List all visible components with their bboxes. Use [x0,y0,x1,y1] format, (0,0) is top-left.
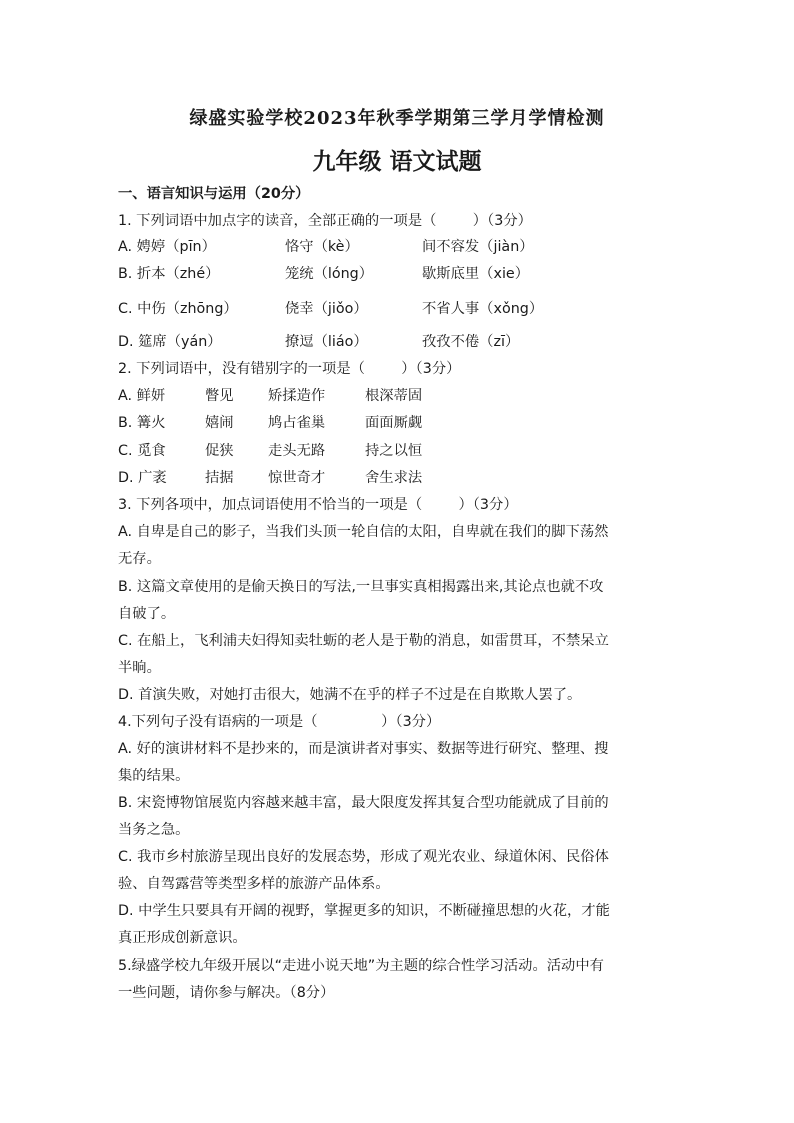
question-3-line: 自破了。 [118,606,176,622]
question-4-line: 集的结果。 [118,768,190,784]
question-3-line: 半晌。 [118,660,161,676]
question-3-line: A. 自卑是自己的影子，当我们头顶一轮自信的太阳，自卑就在我们的脚下荡然 [118,524,609,540]
question-4-line: 当务之急。 [118,822,190,838]
option-text: 舍生求法 [365,470,423,486]
option-text: 嬉闹 [205,415,234,431]
option-text: D. 广袤 [118,470,167,486]
question-4-line: D. 中学生只要具有开阔的视野，掌握更多的知识，不断碰撞思想的火花，才能 [118,903,610,919]
option-text: A. 娉婷（pīn） [118,239,216,255]
option-text: D. 筵席（yán） [118,334,222,350]
question-3-line: B. 这篇文章使用的是偷天换日的写法,一旦事实真相揭露出来,其论点也就不攻 [118,579,604,595]
option-text: 持之以恒 [365,443,423,459]
school-title: 绿盛实验学校2023年秋季学期第三学月学情检测 [189,108,605,129]
option-text: 笼统（lóng） [285,266,374,282]
question-3-stem: 3. 下列各项中，加点词语使用不恰当的一项是（ ）（3分） [118,497,518,513]
option-text: A. 鲜妍 [118,388,166,404]
question-5-line: 一些问题，请你参与解决。（8分） [118,985,335,1001]
option-text: 鸠占雀巢 [268,415,326,431]
option-text: C. 觅食 [118,443,166,459]
question-4-line: A. 好的演讲材料不是抄来的，而是演讲者对事实、数据等进行研究、整理、搜 [118,741,609,757]
option-text: 矫揉造作 [268,388,326,404]
option-text: 面面厮觑 [365,415,423,431]
subject-title: 九年级 语文试题 [312,148,482,175]
option-text: 撩逗（liáo） [285,334,368,350]
option-text: 促狭 [205,443,234,459]
option-text: C. 中伤（zhōng） [118,301,238,317]
question-2-stem: 2. 下列词语中，没有错别字的一项是（ ）（3分） [118,361,461,377]
question-3-line: C. 在船上，飞利浦夫妇得知卖牡蛎的老人是于勒的消息，如雷贯耳，不禁呆立 [118,633,609,649]
option-text: 走头无路 [268,443,326,459]
option-text: 间不容发（jiàn） [422,239,534,255]
question-4-stem: 4.下列句子没有语病的一项是（ ）（3分） [118,714,441,730]
question-4-line: C. 我市乡村旅游呈现出良好的发展态势，形成了观光农业、绿道休闲、民俗体 [118,849,609,865]
option-text: B. 折本（zhé） [118,266,220,282]
option-text: 瞥见 [205,388,234,404]
option-text: 孜孜不倦（zī） [422,334,520,350]
question-1-stem: 1. 下列词语中加点字的读音，全部正确的一项是（ ）（3分） [118,213,532,229]
option-text: 不省人事（xǒng） [422,301,544,317]
question-4-line: 真正形成创新意识。 [118,930,247,946]
option-text: 歇斯底里（xie） [422,266,530,282]
option-text: 侥幸（jiǒo） [285,301,368,317]
question-3-line: D. 首演失败，对她打击很大，她满不在乎的样子不过是在自欺欺人罢了。 [118,687,582,703]
option-text: 根深蒂固 [365,388,423,404]
option-text: 惊世奇才 [268,470,326,486]
question-4-line: B. 宋瓷博物馆展览内容越来越丰富，最大限度发挥其复合型功能就成了目前的 [118,795,609,811]
question-5-line: 5.绿盛学校九年级开展以“走进小说天地”为主题的综合性学习活动。活动中有 [118,958,604,974]
option-text: B. 篝火 [118,415,166,431]
option-text: 恪守（kè） [285,239,359,255]
question-3-line: 无存。 [118,551,161,567]
question-4-line: 验、自驾露营等类型多样的旅游产品体系。 [118,876,390,892]
section-heading: 一、语言知识与运用（20分） [118,186,310,202]
option-text: 拮据 [205,470,234,486]
